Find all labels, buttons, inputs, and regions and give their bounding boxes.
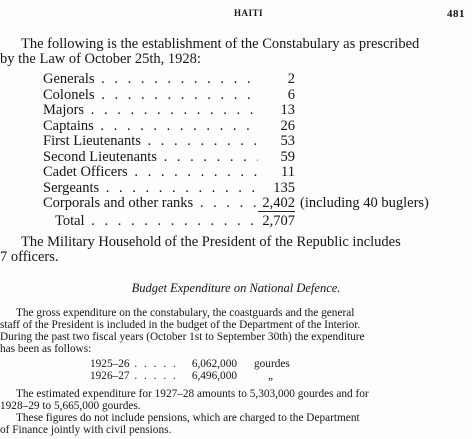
rank-count: 59 bbox=[280, 149, 295, 165]
gross-line-1: The gross expenditure on the constabulary, the coastguards and the general bbox=[16, 307, 355, 319]
table-row bbox=[90, 359, 178, 371]
rank-label: Sergeants bbox=[43, 181, 100, 196]
expenditure-unit: „ bbox=[268, 370, 274, 382]
rank-count: 135 bbox=[273, 180, 295, 196]
rank-label: Cadet Officers bbox=[43, 165, 128, 180]
intro-line-2: by the Law of October 25th, 1928: bbox=[0, 51, 201, 67]
rank-count: 2,402 bbox=[262, 195, 295, 211]
fiscal-year: 1925–26 bbox=[90, 359, 130, 370]
running-header-title: HAITI bbox=[234, 8, 264, 18]
expenditure-amount: 6,062,000 bbox=[191, 358, 237, 370]
table-row bbox=[43, 181, 258, 197]
rank-count: 6 bbox=[287, 87, 295, 103]
household-line-1: The Military Household of the President of the Republic includes bbox=[21, 234, 401, 250]
pensions-line-1: These figures do not include pensions, which are charged to the Department bbox=[16, 412, 360, 424]
total-row bbox=[43, 214, 258, 230]
table-row bbox=[43, 88, 258, 104]
table-row bbox=[43, 150, 258, 166]
estimated-line-2: 1928–29 to 5,665,000 gourdes. bbox=[0, 400, 141, 412]
rank-label: Majors bbox=[43, 103, 85, 118]
gross-line-3: During the past two fiscal years (October 1st to September 30th) the expenditure bbox=[0, 331, 365, 343]
expenditure-amount: 6,496,000 bbox=[191, 370, 237, 382]
rank-label: Generals bbox=[43, 72, 95, 87]
table-row bbox=[90, 371, 178, 383]
estimated-line-1: The estimated expenditure for 1927–28 amounts to 5,303,000 gourdes and for bbox=[16, 388, 369, 400]
table-row bbox=[43, 119, 258, 135]
rank-label: Colonels bbox=[43, 88, 95, 103]
rank-label: Captains bbox=[43, 119, 94, 134]
fiscal-year: 1926–27 bbox=[90, 371, 130, 382]
intro-line-1: The following is the establishment of the Constabulary as prescribed bbox=[21, 36, 420, 52]
rank-count: 13 bbox=[280, 102, 295, 118]
total-label: Total bbox=[55, 214, 85, 229]
table-row bbox=[43, 196, 258, 212]
table-row bbox=[43, 134, 258, 150]
rank-count: 2 bbox=[287, 71, 295, 87]
household-line-2: 7 officers. bbox=[0, 249, 59, 265]
rank-label: First Lieutenants bbox=[43, 134, 141, 149]
rank-count: 26 bbox=[280, 118, 295, 134]
rank-count: 53 bbox=[280, 133, 295, 149]
gross-line-2: staff of the President is included in the budget of the Department of the Interior. bbox=[0, 319, 361, 331]
gross-line-4: has been as follows: bbox=[0, 343, 92, 355]
total-rule bbox=[258, 211, 295, 212]
pensions-line-2: of Finance jointly with civil pensions. bbox=[0, 424, 172, 436]
page-number: 481 bbox=[447, 8, 465, 20]
table-row bbox=[43, 165, 258, 181]
rank-note: (including 40 buglers) bbox=[300, 195, 429, 211]
table-row bbox=[43, 72, 258, 88]
table-row bbox=[43, 103, 258, 119]
rank-label: Second Lieutenants bbox=[43, 150, 157, 165]
total-count: 2,707 bbox=[262, 213, 295, 229]
rank-label: Corporals and other ranks bbox=[43, 196, 194, 211]
rank-count: 11 bbox=[281, 164, 295, 180]
section-title: Budget Expenditure on National Defence. bbox=[131, 281, 341, 295]
expenditure-unit: gourdes bbox=[254, 358, 290, 370]
